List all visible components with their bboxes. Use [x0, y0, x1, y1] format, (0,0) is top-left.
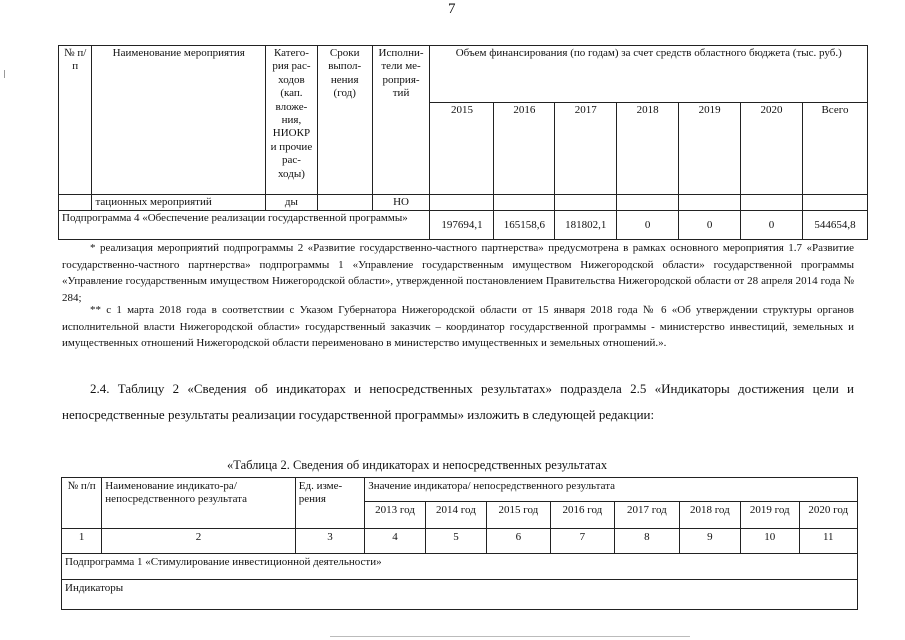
- year-header: 2020: [741, 103, 803, 195]
- continuation-category: ды: [266, 195, 318, 211]
- t2-year: 2019 год: [741, 502, 799, 529]
- indicators-table: [61, 477, 858, 610]
- year-header: 2017: [555, 103, 617, 195]
- t2-subprogram-row: Подпрограмма 1 «Стимулирование инвестиционной деятельности»: [62, 554, 858, 580]
- value-cell: 197694,1: [430, 211, 494, 240]
- t2-header-name: Наименование индикато-ра/непосредственного результата: [102, 478, 295, 529]
- t2-col-number: 6: [487, 529, 550, 554]
- header-category: Катего-рия рас-ходов (кап. вложе-ния, НИОКР и прочие рас-ходы): [266, 46, 318, 195]
- header-executors: Исполни-тели ме-роприя-тий: [372, 46, 430, 195]
- header-funding: Объем финансирования (по годам) за счет средств областного бюджета (тыс. руб.): [430, 46, 868, 103]
- value-cell: 181802,1: [555, 211, 617, 240]
- t2-year: 2017 год: [615, 502, 679, 529]
- total-cell: 544654,8: [802, 211, 867, 240]
- t2-col-number: 11: [799, 529, 858, 554]
- t2-col-number: 10: [741, 529, 799, 554]
- t2-indicators-row: Индикаторы: [62, 580, 858, 610]
- value-cell: 0: [741, 211, 803, 240]
- continuation-executors: НО: [372, 195, 430, 211]
- t2-year: 2020 год: [799, 502, 858, 529]
- value-cell: 165158,6: [494, 211, 555, 240]
- t2-col-number: 2: [102, 529, 295, 554]
- t2-year: 2014 год: [425, 502, 486, 529]
- scan-edge-line: [330, 636, 690, 637]
- margin-mark: [4, 70, 5, 78]
- footnote-1: * реализация мероприятий подпрограммы 2 «Развитие государственно-частного партнерства» предусмотрена в рамках основного мероприятия 1.7 «Развитие государственно-частного партнерства» подпрограммы 1 «Управление государственным имуществом Нижегородской области» государственной программы «Управление государственным имуществом Нижегородской области», утвержденной постановлением Правительства Нижегородской области от 28 апреля 2014 года № 284;: [62, 242, 854, 304]
- year-header: 2016: [494, 103, 555, 195]
- t2-col-number: 7: [550, 529, 614, 554]
- header-name: Наименование мероприятия: [92, 46, 266, 195]
- t2-year: 2013 год: [365, 502, 425, 529]
- t2-col-number: 8: [615, 529, 679, 554]
- year-header: 2015: [430, 103, 494, 195]
- total-header: Всего: [802, 103, 867, 195]
- value-cell: 0: [617, 211, 679, 240]
- year-header: 2019: [679, 103, 741, 195]
- t2-header-unit: Ед. изме-рения: [295, 478, 365, 529]
- t2-year: 2018 год: [679, 502, 740, 529]
- footnote-2: ** с 1 марта 2018 года в соответствии с Указом Губернатора Нижегородской области от 15 января 2018 года № 6 «Об утверждении структуры органов исполнительной власти Нижегородской области» государственный заказчик – координатор государственной программы - министерство инвестиций, земельных и имущественных отношений Нижегородской области переименовано в министерство имущественных и земельных отношений.».: [62, 304, 854, 349]
- t2-header-value: Значение индикатора/ непосредственного результата: [365, 478, 858, 502]
- table2-caption: «Таблица 2. Сведения об индикаторах и непосредственных результатах: [227, 458, 608, 472]
- subprogram-label: Подпрограмма 4 «Обеспечение реализации государственной программы»: [59, 211, 430, 240]
- header-terms: Сроки выпол-нения (год): [317, 46, 372, 195]
- t2-col-number: 4: [365, 529, 425, 554]
- t2-col-number: 1: [62, 529, 102, 554]
- t2-col-number: 9: [679, 529, 740, 554]
- funding-table: [58, 45, 868, 240]
- continuation-name: тационных мероприятий: [92, 195, 266, 211]
- t2-year: 2015 год: [487, 502, 550, 529]
- page-number: 7: [448, 1, 456, 17]
- t2-col-number: 5: [425, 529, 486, 554]
- year-header: 2018: [617, 103, 679, 195]
- t2-col-number: 3: [295, 529, 365, 554]
- body-paragraph: 2.4. Таблицу 2 «Сведения об индикаторах и непосредственных результатах» подраздела 2.5 «Индикаторы достижения цели и непосредственные результаты реализации государственной программы» изложить в следующей редакции:: [62, 381, 854, 422]
- header-num: № п/п: [59, 46, 92, 195]
- value-cell: 0: [679, 211, 741, 240]
- t2-header-num: № п/п: [62, 478, 102, 529]
- t2-year: 2016 год: [550, 502, 614, 529]
